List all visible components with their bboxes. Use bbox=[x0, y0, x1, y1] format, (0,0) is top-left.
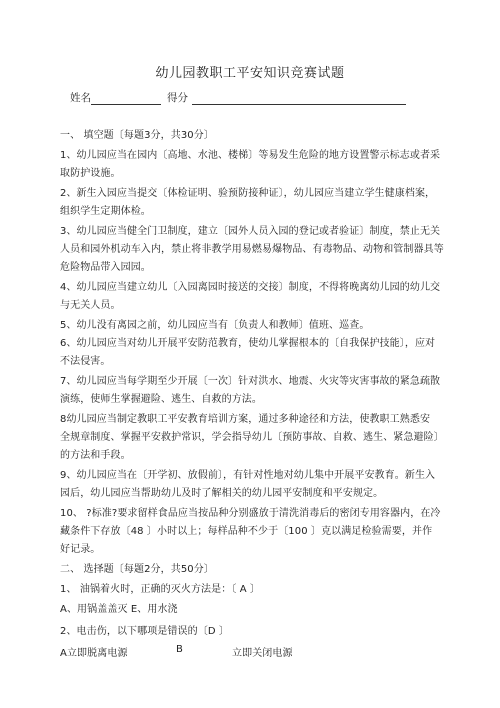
name-blank bbox=[91, 93, 161, 105]
section-1-heading: 一、 填空题〔每题3分，共30分〕 bbox=[60, 130, 214, 141]
text-line: 1、幼儿园应当在园内〔高地、水池、楼梯〕等易发生危险的地方设置警示标志或者采 bbox=[60, 150, 441, 161]
text-line: 10、 ?标准?要求留样食品应当按品种分别盛放于清洗消毒后的密闭专用容器内，在冷 bbox=[60, 508, 441, 519]
section-2-heading: 二、 选择题〔每题2分，共50分〕 bbox=[60, 564, 214, 575]
text-line: 演练，使师生掌握避险、逃生、自救的方法。 bbox=[60, 394, 262, 405]
text-line: 人员和园外机动车入内，禁止将非教学用易燃易爆物品、有毒物品、动物和管制器具等 bbox=[60, 244, 444, 255]
text-line: 与无关人员。 bbox=[60, 300, 121, 311]
text-line: 2、新生入园应当提交〔体检证明、验预防接种证〕，幼儿园应当建立学生健康档案， bbox=[60, 188, 436, 199]
text-line: 组织学生定期体检。 bbox=[60, 206, 151, 217]
name-score-row bbox=[70, 90, 406, 105]
text-line: 园后，幼儿园应当帮助幼儿及时了解相关的幼儿园平安制度和平安规定。 bbox=[60, 488, 384, 499]
text-line: 7、幼儿园应当每学期至少开展〔一次〕针对洪水、地震、火灾等灾害事故的紧急疏散 bbox=[60, 376, 441, 387]
text-line: 5、幼儿没有离园之前，幼儿园应当有〔负责人和教师〕值班、巡查。 bbox=[60, 320, 370, 331]
text-line: 藏条件下存放〔48 〕小时以上；每样品种不少于〔100 〕克以满足检验需要，并作 bbox=[60, 526, 433, 537]
text-line: 9、幼儿园应当在〔开学初、放假前〕，有针对性地对幼儿集中开展平安教育。新生入 bbox=[60, 470, 436, 481]
name-label: 姓名 bbox=[70, 92, 91, 104]
text-line: 4、幼儿园应当建立幼儿〔入园离园时接送的交接〕制度，不得将晚离幼儿园的幼儿交 bbox=[60, 282, 441, 293]
text-line: 8幼儿园应当制定教职工平安教育培训方案，通过多种途径和方法，使教职工熟悉安 bbox=[60, 414, 431, 425]
text-line: 不法侵害。 bbox=[60, 356, 111, 367]
score-blank bbox=[192, 93, 406, 105]
score-label: 得分 bbox=[167, 92, 188, 104]
text-line: 1、 油锅着火时，正确的灭火方法是：〔 A 〕 bbox=[60, 584, 261, 595]
text-line: A、用锅盖盖灭 E、用水浇 bbox=[60, 604, 178, 615]
text-line: 危险物品带入园园。 bbox=[60, 262, 151, 273]
text-line: 2、电击伤，以下哪项是错误的〔D 〕 bbox=[60, 626, 230, 637]
option-a: A立即脱离电源 bbox=[60, 648, 128, 659]
text-line: 全规章制度、掌握平安救护常识，学会指导幼儿〔预防事故、自救、逃生、紧急避险〕 bbox=[60, 432, 444, 443]
option-b-text: 立即关闭电源 bbox=[232, 648, 293, 659]
option-b: B bbox=[176, 644, 183, 655]
text-line: 3、幼儿园应当健全门卫制度，建立〔园外人员入园的登记或者验证〕制度，禁止无关 bbox=[60, 226, 441, 237]
page-title: 幼儿园教职工平安知识竞赛试题 bbox=[155, 66, 345, 81]
text-line: 6、幼儿园应当对幼儿开展平安防范教育，使幼儿掌握根本的〔自我保护技能〕，应对 bbox=[60, 338, 436, 349]
text-line: 好记录。 bbox=[60, 544, 101, 555]
text-line: 取防护设施。 bbox=[60, 168, 121, 179]
text-line: 的方法和手段。 bbox=[60, 450, 131, 461]
